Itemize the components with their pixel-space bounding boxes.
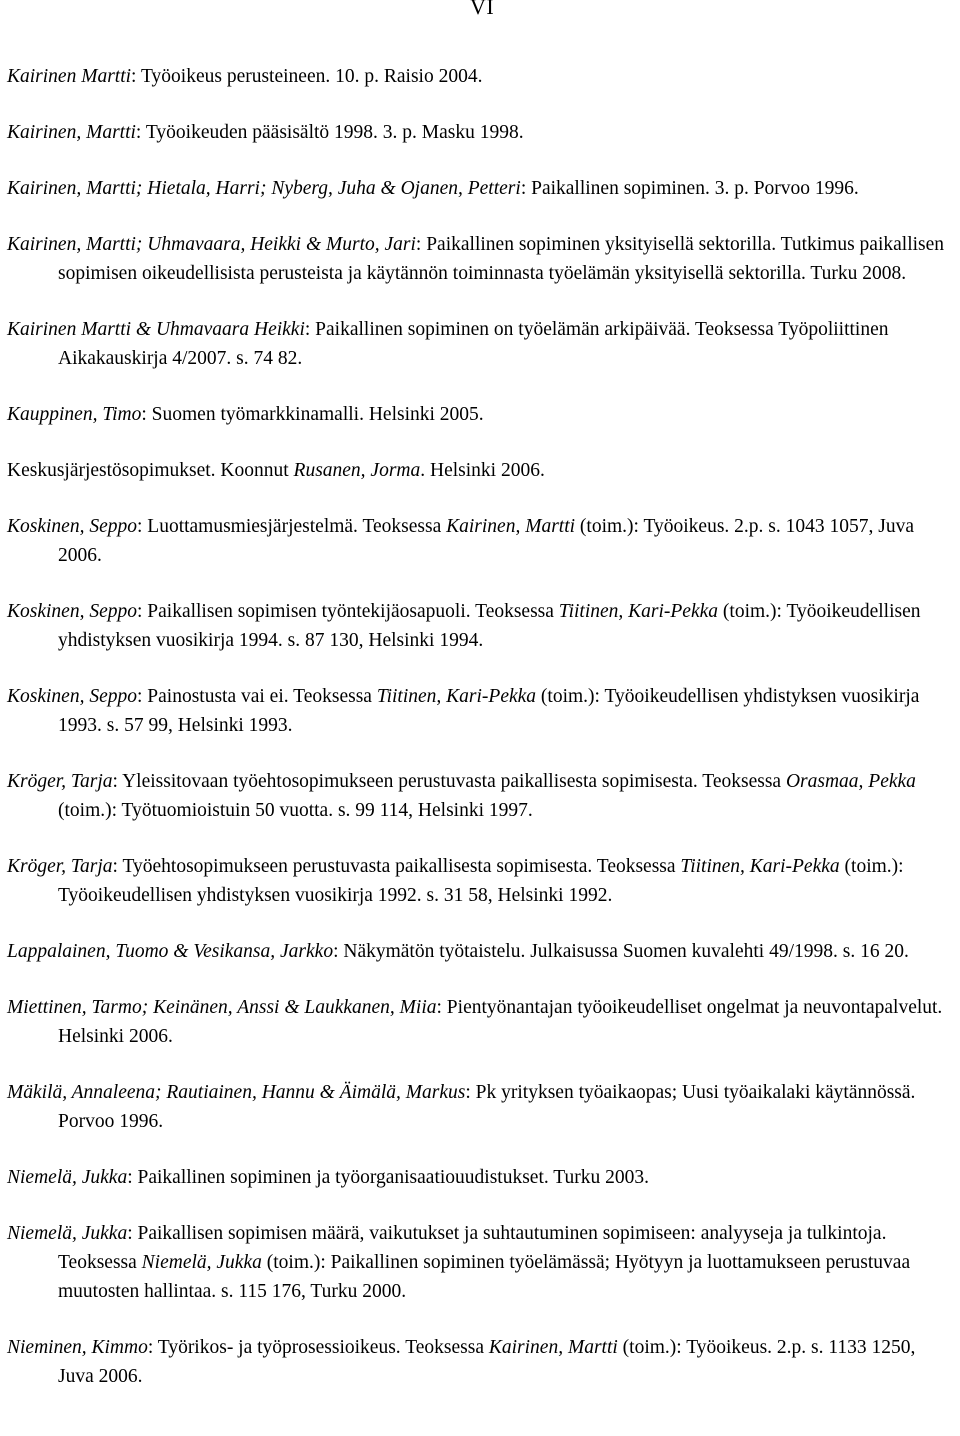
reference-text: : Paikallinen sopiminen yksityisellä sektorilla. Tutkimus paikallisen sopimisen oikeudellisista perusteista ja käytännön toiminnasta työelämän yksityisellä sektorilla. Turku 2008. — [58, 234, 945, 284]
reference-text: : Työoikeuden pääsisältö 1998. 3. p. Masku 1998. — [135, 122, 524, 143]
author-name: Kairinen Martti — [7, 66, 132, 87]
author-name: Kairinen, Martti; Hietala, Harri; Nyberg, Juha & Ojanen, Petteri — [7, 178, 521, 199]
author-name: Koskinen, Seppo — [7, 516, 137, 537]
reference-text: . Helsinki 2006. — [420, 460, 545, 481]
author-name: Niemelä, Jukka — [141, 1252, 262, 1273]
reference-text: : Painostusta vai ei. Teoksessa — [136, 686, 377, 707]
author-name: Koskinen, Seppo — [7, 686, 137, 707]
reference-entry — [7, 230, 952, 288]
reference-entry — [7, 174, 952, 203]
author-name: Tiitinen, Kari-Pekka — [558, 601, 719, 622]
author-name: Kauppinen, Timo — [7, 404, 142, 425]
reference-entry — [7, 315, 952, 373]
reference-text: : Paikallinen sopiminen. 3. p. Porvoo 1996. — [520, 178, 859, 199]
reference-entry — [7, 1333, 952, 1391]
author-name: Kairinen, Martti — [446, 516, 576, 537]
author-name: Kairinen, Martti; Uhmavaara, Heikki & Murto, Jari — [7, 234, 416, 255]
reference-entry — [7, 512, 952, 570]
reference-text: : Luottamusmiesjärjestelmä. Teoksessa — [136, 516, 447, 537]
reference-text: : Työehtosopimukseen perustuvasta paikallisesta sopimisesta. Teoksessa — [112, 856, 681, 877]
author-name: Tiitinen, Kari-Pekka — [376, 686, 537, 707]
reference-text: : Paikallinen sopiminen ja työorganisaatiouudistukset. Turku 2003. — [127, 1167, 649, 1188]
reference-text: : Näkymätön työtaistelu. Julkaisussa Suomen kuvalehti 49/1998. s. 16 20. — [333, 941, 909, 962]
reference-entry — [7, 62, 952, 91]
author-name: Mäkilä, Annaleena; Rautiainen, Hannu & Äimälä, Markus — [7, 1082, 466, 1103]
author-name: Orasmaa, Pekka — [785, 771, 916, 792]
author-name: Nieminen, Kimmo — [7, 1337, 148, 1358]
reference-text: (toim.): Työoikeudellisen yhdistyksen vuosikirja 1993. s. 57 99, Helsinki 1993. — [58, 686, 920, 736]
author-name: Koskinen, Seppo — [7, 601, 137, 622]
page-number: VI — [470, 0, 495, 19]
reference-text: : Paikallisen sopimisen työntekijäosapuoli. Teoksessa — [136, 601, 559, 622]
reference-entry — [7, 456, 952, 485]
reference-text: : Paikallisen sopimisen määrä, vaikutukset ja suhtautuminen sopimiseen: analyyseja ja tulkintoja. Teoksessa — [58, 1223, 887, 1273]
reference-text: : Suomen työmarkkinamalli. Helsinki 2005. — [141, 404, 484, 425]
reference-text: (toim.): Työtuomioistuin 50 vuotta. s. 99 114, Helsinki 1997. — [58, 800, 533, 821]
author-name: Lappalainen, Tuomo & Vesikansa, Jarkko — [7, 941, 334, 962]
author-name: Niemelä, Jukka — [7, 1167, 128, 1188]
author-name: Kairinen, Martti — [488, 1337, 618, 1358]
reference-text: (toim.): Työoikeus. 2.p. s. 1043 1057, Juva 2006. — [58, 516, 915, 566]
author-name: Tiitinen, Kari-Pekka — [680, 856, 840, 877]
reference-entry — [7, 767, 952, 825]
reference-entry — [7, 400, 952, 429]
author-name: Miettinen, Tarmo; Keinänen, Anssi & Laukkanen, Miia — [7, 997, 437, 1018]
reference-text: : Pk yrityksen työaikaopas; Uusi työaikalaki käytännössä. Porvoo 1996. — [58, 1082, 916, 1132]
reference-text: : Pientyönantajan työoikeudelliset ongelmat ja neuvontapalvelut. Helsinki 2006. — [58, 997, 943, 1047]
reference-text: (toim.): Työoikeudellisen yhdistyksen vuosikirja 1994. s. 87 130, Helsinki 1994. — [58, 601, 921, 651]
reference-entry — [7, 993, 952, 1051]
author-name: Kairinen, Martti — [7, 122, 136, 143]
reference-entry — [7, 937, 952, 966]
reference-text: Keskusjärjestösopimukset. Koonnut — [7, 460, 294, 481]
reference-entry — [7, 1219, 952, 1306]
bibliography-list — [7, 62, 952, 1391]
author-name: Kröger, Tarja — [7, 856, 113, 877]
author-name: Kairinen Martti & Uhmavaara Heikki — [7, 319, 305, 340]
reference-text: (toim.): Paikallinen sopiminen työelämässä; Hyötyyn ja luottamukseen perustuvaa muutosten hallintaa. s. 115 176, Turku 2000. — [58, 1252, 911, 1302]
reference-text: (toim.): Työoikeus. 2.p. s. 1133 1250, Juva 2006. — [58, 1337, 916, 1387]
reference-entry — [7, 597, 952, 655]
reference-entry — [7, 1163, 952, 1192]
reference-entry — [7, 852, 952, 910]
reference-text: : Paikallinen sopiminen on työelämän arkipäivää. Teoksessa Työpoliittinen Aikakauskirja 4/2007. s. 74 82. — [58, 319, 889, 369]
author-name: Kröger, Tarja — [7, 771, 113, 792]
reference-text: : Yleissitovaan työehtosopimukseen perustuvasta paikallisesta sopimisesta. Teoksessa — [112, 771, 786, 792]
reference-entry — [7, 118, 952, 147]
reference-text: : Työoikeus perusteineen. 10. p. Raisio 2004. — [131, 66, 483, 87]
reference-entry — [7, 682, 952, 740]
reference-text: : Työrikos- ja työprosessioikeus. Teoksessa — [147, 1337, 489, 1358]
reference-entry — [7, 1078, 952, 1136]
author-name: Rusanen, Jorma — [293, 460, 421, 481]
author-name: Niemelä, Jukka — [7, 1223, 128, 1244]
reference-text: (toim.): Työoikeudellisen yhdistyksen vuosikirja 1992. s. 31 58, Helsinki 1992. — [58, 856, 904, 906]
